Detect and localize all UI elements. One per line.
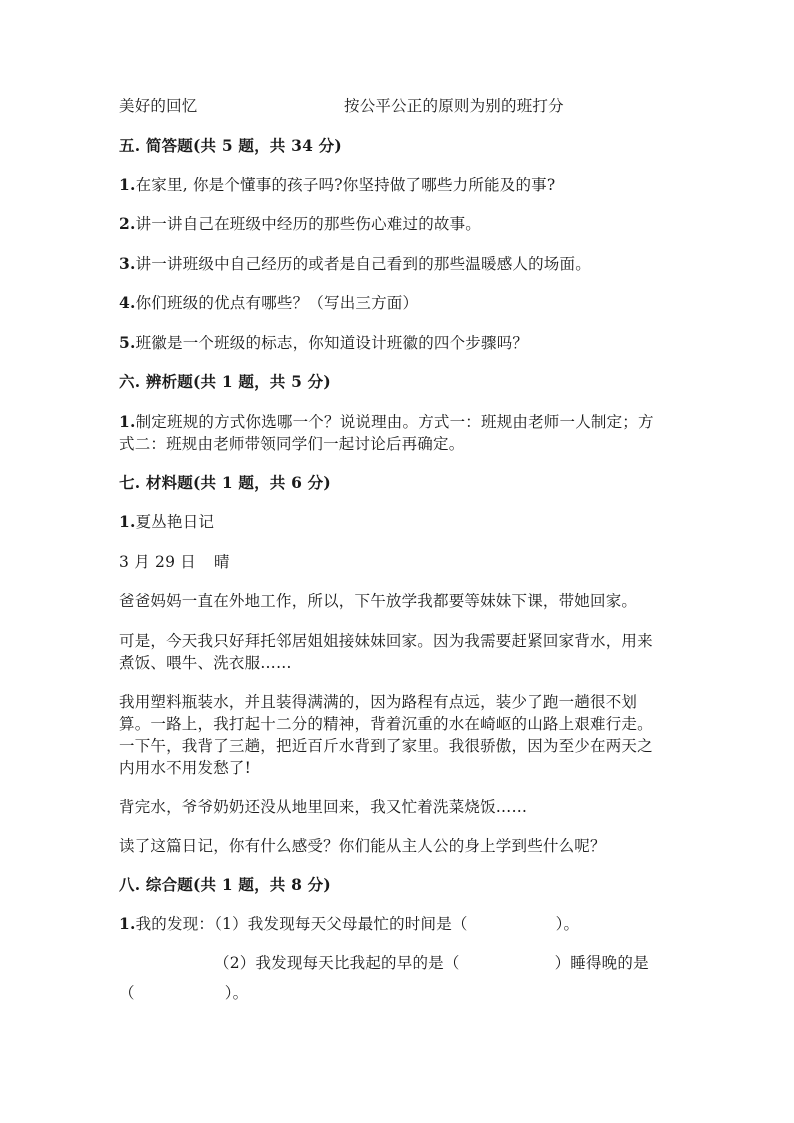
section-5-heading: 五. 简答题(共 5 题，共 34 分) <box>119 136 342 155</box>
diary-date: 3 月 29 日 <box>119 553 196 571</box>
section-6-question-line-1 <box>119 411 679 433</box>
diary-date-line <box>119 551 679 573</box>
section-7-heading: 七. 材料题(共 1 题，共 6 分) <box>119 473 331 492</box>
section-5-question-5 <box>119 332 679 354</box>
section-5-question-1 <box>119 174 679 196</box>
question-number: 4. <box>119 293 136 312</box>
section-5-question-3 <box>119 253 679 275</box>
section-6-heading: 六. 辨析题(共 1 题，共 5 分) <box>119 372 331 391</box>
diary-weather: 晴 <box>214 553 230 571</box>
section-7-question-title <box>119 511 679 533</box>
top-row-left: 美好的回忆 <box>119 97 198 115</box>
question-text: 制定班规的方式你选哪一个？说说理由。方式一：班规由老师一人制定；方 <box>135 413 654 431</box>
question-text: 在家里, 你是个懂事的孩子吗?你坚持做了哪些力所能及的事? <box>135 176 556 194</box>
question-number: 3. <box>119 254 136 273</box>
question-text-b: ）。 <box>224 984 249 1002</box>
top-row-right: 按公平公正的原则为别的班打分 <box>344 97 564 115</box>
top-row <box>119 95 679 117</box>
question-number: 1. <box>119 175 136 194</box>
diary-paragraph-2-line-2: 煮饭、喂牛、洗衣服…… <box>119 654 292 672</box>
question-number: 5. <box>119 333 136 352</box>
question-text-b: ）睡得晚的是 <box>554 954 649 972</box>
question-text-a: 我的发现：（1）我发现每天父母最忙的时间是（ <box>135 915 468 933</box>
diary-title: 夏丛艳日记 <box>135 513 215 531</box>
section-7-question: 读了这篇日记，你有什么感受？你们能从主人公的身上学到些什么呢？ <box>119 837 606 855</box>
diary-paragraph-2-line-1: 可是，今天我只好拜托邻居姐姐接妹妹回家。因为我需要赶紧回家背水，用来 <box>119 632 653 650</box>
diary-paragraph-3-line-3: 一下午，我背了三趟，把近百斤水背到了家里。我很骄傲，因为至少在两天之 <box>119 737 653 755</box>
section-6-question-line-2: 式二：班规由老师带领同学们一起讨论后再确定。 <box>119 435 465 453</box>
section-8-question-line-2 <box>214 952 774 974</box>
question-number: 2. <box>119 214 136 233</box>
section-5-question-4 <box>119 292 679 314</box>
question-text: 讲一讲班级中自己经历的或者是自己看到的那些温暖感人的场面。 <box>135 255 591 273</box>
section-8-question-line-3 <box>119 982 679 1004</box>
diary-paragraph-3-line-2: 算。一路上，我打起十二分的精神，背着沉重的水在崎岖的山路上艰难行走。 <box>119 715 653 733</box>
question-number: 1. <box>119 412 136 431</box>
question-text-a: （2）我发现每天比我起的早的是（ <box>214 954 460 972</box>
diary-paragraph-3-line-1: 我用塑料瓶装水，并且装得满满的，因为路程有点远，装少了跑一趟很不划 <box>119 693 638 711</box>
section-5-question-2 <box>119 213 679 235</box>
diary-paragraph-3-line-4: 内用水不用发愁了! <box>119 759 252 777</box>
question-text: 班徽是一个班级的标志，你知道设计班徽的四个步骤吗？ <box>135 334 529 352</box>
section-8-question-line-1 <box>119 913 679 935</box>
question-text: 讲一讲自己在班级中经历的那些伤心难过的故事。 <box>135 215 481 233</box>
question-number: 1. <box>119 512 136 531</box>
question-text-a: （ <box>119 984 135 1002</box>
question-number: 1. <box>119 914 136 933</box>
section-8-heading: 八. 综合题(共 1 题，共 8 分) <box>119 875 331 894</box>
question-text: 你们班级的优点有哪些？（写出三方面） <box>135 294 419 312</box>
diary-paragraph-4: 背完水，爷爷奶奶还没从地里回来，我又忙着洗菜烧饭…… <box>119 798 528 816</box>
diary-paragraph-1: 爸爸妈妈一直在外地工作，所以，下午放学我都要等妹妹下课，带她回家。 <box>119 592 638 610</box>
question-text-b: ）。 <box>555 915 580 933</box>
